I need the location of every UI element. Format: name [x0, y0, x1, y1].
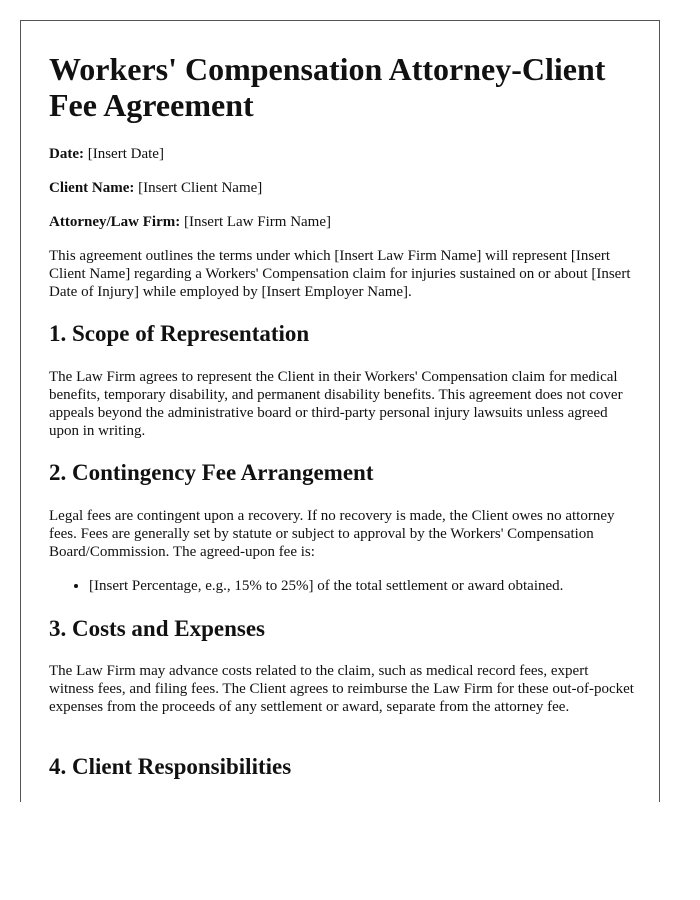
law-firm-line [49, 213, 331, 231]
client-name-value: [Insert Client Name] [134, 180, 263, 196]
section-body-scope: The Law Firm agrees to represent the Client in their Workers' Compensation claim for medical benefits, temporary disability, and permanent disability benefits. This agreement does not cover appeals beyond the administrative board or third-party personal injury lawsuits unless agreed upon in writing. [49, 369, 623, 439]
section-heading-client-responsibilities: 4. Client Responsibilities [49, 754, 292, 779]
fee-list-item: • [Insert Percentage, e.g., 15% to 25%] of the total settlement or award obtained. [89, 577, 637, 595]
fee-list [49, 577, 637, 595]
client-name-line [49, 179, 262, 197]
document-page [20, 20, 660, 802]
section-heading-scope: 1. Scope of Representation [49, 321, 310, 346]
law-firm-label: Attorney/Law Firm: [49, 214, 181, 230]
date-line [49, 145, 164, 163]
section-heading-costs: 3. Costs and Expenses [49, 616, 265, 641]
intro-paragraph: This agreement outlines the terms under which [Insert Law Firm Name] will represent [Insert Client Name] regarding a Workers' Compensation claim for injuries sustained on or about [Insert Date of Injury] while employed by [Insert Employer Name]. [49, 248, 631, 300]
section-body-costs: The Law Firm may advance costs related to the claim, such as medical record fees, expert witness fees, and filing fees. The Client agrees to reimburse the Law Firm for these out-of-pocket expenses from the proceeds of any settlement or award, separate from the attorney fee. [49, 663, 634, 715]
section-body-contingency-fee: Legal fees are contingent upon a recovery. If no recovery is made, the Client owes no attorney fees. Fees are generally set by statute or subject to approval by the Workers' Compensation Board/Commission. The agreed-upon fee is: [49, 508, 615, 560]
document-title: Workers' Compensation Attorney-Client Fee Agreement [49, 51, 606, 123]
client-name-label: Client Name: [49, 180, 135, 196]
law-firm-value: [Insert Law Firm Name] [180, 214, 332, 230]
section-heading-contingency-fee: 2. Contingency Fee Arrangement [49, 460, 374, 485]
date-label: Date: [49, 146, 84, 162]
date-value: [Insert Date] [83, 146, 164, 162]
